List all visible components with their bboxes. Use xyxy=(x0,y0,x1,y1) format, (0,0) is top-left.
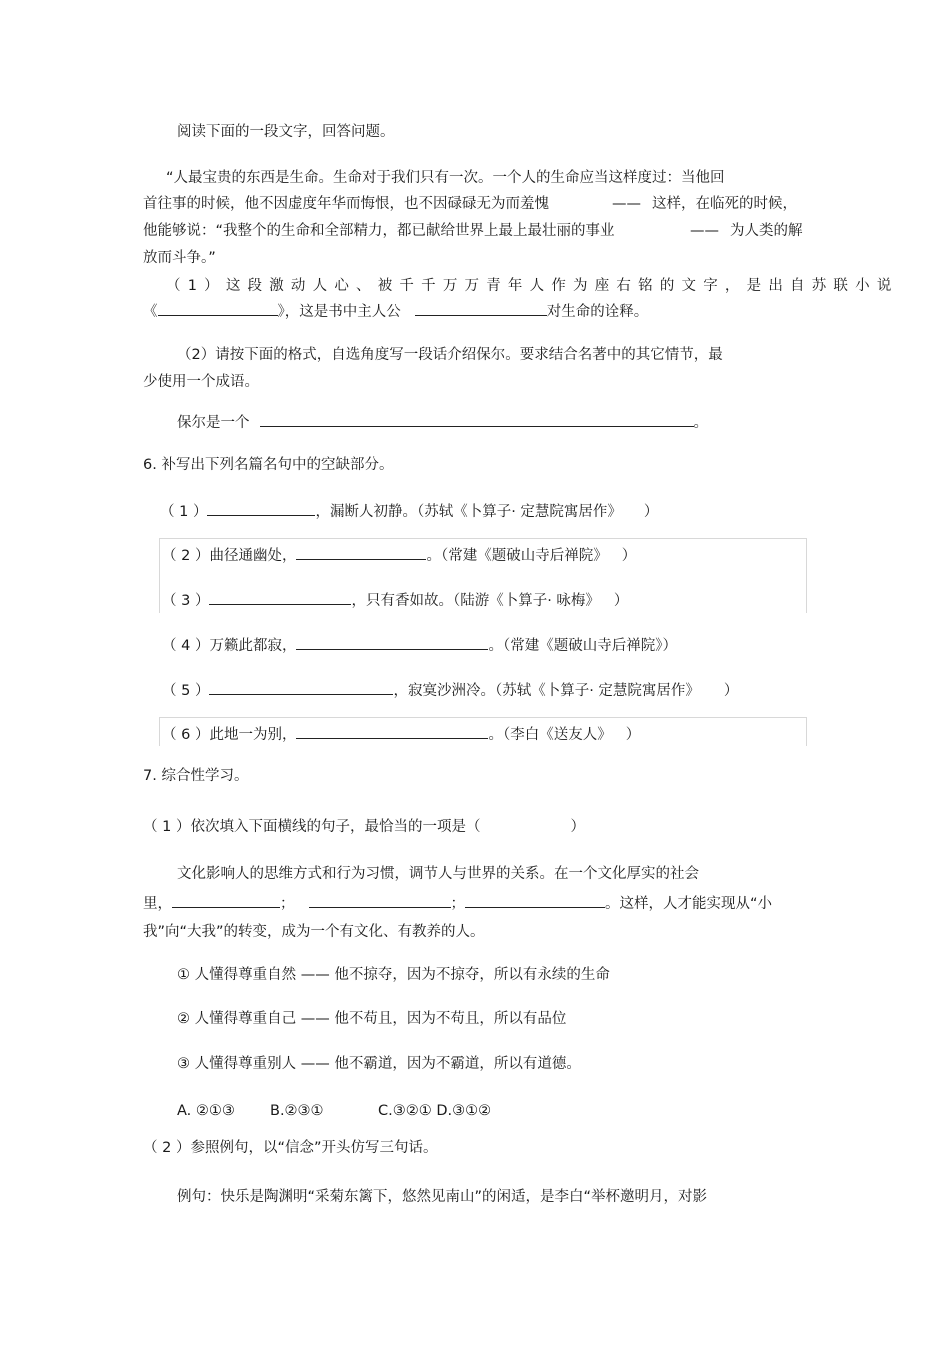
paul-end: 。 xyxy=(693,415,708,431)
q6-item-2-blank[interactable] xyxy=(296,545,426,560)
q6-item-4-text: 。（常建《题破山寺后禅院》） xyxy=(488,638,677,654)
q6-item-1-blank[interactable] xyxy=(207,501,315,516)
quote-line-1: “人最宝贵的东西是生命。生命对于我们只有一次。一个人的生命应当这样度过：当他回 xyxy=(166,170,725,186)
quote-line-4: 放而斗争。” xyxy=(143,250,216,266)
q6-item-3-blank[interactable] xyxy=(209,590,351,605)
q6-title: 6. 补写出下列名篇名句中的空缺部分。 xyxy=(143,457,394,473)
paul-start: 保尔是一个 xyxy=(177,415,250,431)
q7-choice-b[interactable]: B.②③① xyxy=(270,1103,324,1119)
q7-option-2: ② 人懂得尊重自己 —— 他不苟且，因为不苟且，所以有品位 xyxy=(177,1011,567,1027)
q6-item-6-end: ） xyxy=(625,727,641,743)
quote-line-2 xyxy=(143,194,549,214)
q6-item-3 xyxy=(162,590,628,611)
q6-item-3-pre: （ 3 ） xyxy=(162,593,210,609)
q7-choice-a[interactable]: A. ②①③ xyxy=(177,1103,235,1119)
quote-line-2-start: 首往事的时候，他不因虚度年华而悔恨，也不因碌碌无为而羞愧 xyxy=(143,196,549,212)
q6-item-6-blank[interactable] xyxy=(296,724,488,739)
q6-item-2-text: 。（常建《题破山寺后禅院》 xyxy=(426,548,608,564)
q7-sub2: （ 2 ）参照例句，以“信念”开头仿写三句话。 xyxy=(143,1140,438,1156)
q7-paragraph-2-end: 。这样，人才能实现从“小 xyxy=(605,896,773,912)
q6-item-5-blank[interactable] xyxy=(209,680,393,695)
q6-item-5 xyxy=(162,680,738,701)
q6-item-1-pre: （ 1 ） xyxy=(160,504,208,520)
reading-intro: 阅读下面的一段文字，回答问题。 xyxy=(177,124,395,140)
q6-item-1 xyxy=(160,501,658,522)
book-title-blank[interactable] xyxy=(158,301,278,316)
q7-option-1: ① 人懂得尊重自然 —— 他不掠夺，因为不掠夺，所以有永续的生命 xyxy=(177,967,610,983)
question-1-end: 对生命的诠释。 xyxy=(546,304,649,320)
paul-blank[interactable] xyxy=(260,412,694,427)
question-1-prompt: （1）这段激动人心、被千千万万青年人作为座右铭的文字，是出自苏联小说 xyxy=(166,278,899,294)
q6-item-6-text: 。（李白《送友人》 xyxy=(488,727,612,743)
q6-item-3-end: ） xyxy=(613,593,629,609)
paul-intro-line xyxy=(177,412,708,433)
q7-sub1-prompt: （ 1 ）依次填入下面横线的句子，最恰当的一项是（ xyxy=(143,819,481,835)
quote-line-3-start: 他能够说：“我整个的生命和全部精力，都已献给世界上最上最壮丽的事业 xyxy=(143,223,615,239)
q6-item-1-text: ，漏断人初静。（苏轼《卜算子· 定慧院寓居作》 xyxy=(315,504,622,520)
q6-item-2-pre: （ 2 ）曲径通幽处， xyxy=(162,548,297,564)
protagonist-blank[interactable] xyxy=(415,301,547,316)
q7-paragraph-2 xyxy=(143,893,772,914)
q7-paragraph-2-start: 里， xyxy=(143,896,172,912)
q6-item-4-blank[interactable] xyxy=(296,635,488,650)
book-title-close: 》 xyxy=(277,304,285,320)
question-1-mid: ，这是书中主人公 xyxy=(284,304,401,320)
q7-paragraph-1: 文化影响人的思维方式和行为习惯，调节人与世界的关系。在一个文化厚实的社会 xyxy=(177,866,699,882)
q7-semicolon-2: ； xyxy=(450,896,465,912)
q7-example: 例句：快乐是陶渊明“采菊东篱下，悠然见南山”的闲适，是李白“举杯邀明月，对影 xyxy=(177,1189,708,1205)
quote-dash-1: —— xyxy=(612,196,641,212)
q6-item-5-text: ，寂寞沙洲冷。（苏轼《卜算子· 定慧院寓居作》 xyxy=(393,683,700,699)
question-2-prompt-2: 少使用一个成语。 xyxy=(143,374,259,390)
q7-semicolon-1: ； xyxy=(280,896,295,912)
q7-sub1-close: ） xyxy=(570,819,585,835)
book-title-open: 《 xyxy=(143,304,158,320)
q6-item-5-pre: （ 5 ） xyxy=(162,683,210,699)
q6-item-6 xyxy=(162,724,640,745)
q6-item-1-end: ） xyxy=(643,504,659,520)
q7-paragraph-3: 我”向“大我”的转变，成为一个有文化、有教养的人。 xyxy=(143,924,485,940)
q6-item-3-text: ，只有香如故。（陆游《卜算子· 咏梅》 xyxy=(351,593,600,609)
question-2-prompt-1: （2）请按下面的格式，自选角度写一段话介绍保尔。要求结合名著中的其它情节，最 xyxy=(177,347,723,363)
question-1-answer-line xyxy=(143,301,648,322)
q7-blank-2[interactable] xyxy=(309,893,451,908)
q6-item-4 xyxy=(162,635,677,656)
q7-choice-cd[interactable]: C.③②① D.③①② xyxy=(378,1103,492,1119)
quote-line-2-end: 这样，在临死的时候， xyxy=(652,196,797,212)
q7-sub1 xyxy=(143,817,585,837)
q6-item-4-pre: （ 4 ）万籁此都寂， xyxy=(162,638,297,654)
quote-line-3-end: 为人类的解 xyxy=(730,223,803,239)
q7-blank-3[interactable] xyxy=(465,893,605,908)
q7-title: 7. 综合性学习。 xyxy=(143,768,249,784)
q7-blank-1[interactable] xyxy=(172,893,280,908)
q6-item-6-pre: （ 6 ）此地一为别， xyxy=(162,727,297,743)
q6-item-2 xyxy=(162,545,636,566)
q6-item-2-end: ） xyxy=(621,548,637,564)
quote-dash-2: —— xyxy=(690,223,719,239)
q7-option-3: ③ 人懂得尊重别人 —— 他不霸道，因为不霸道，所以有道德。 xyxy=(177,1056,581,1072)
q6-item-5-end: ） xyxy=(723,683,739,699)
